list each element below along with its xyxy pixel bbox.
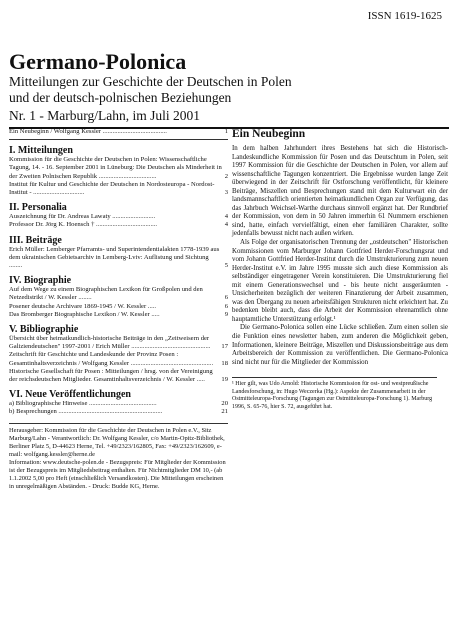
toc-entry-page: 18 — [221, 359, 228, 367]
toc-entry-title: Erich Müller: Lemberger Pfarramts- und Superintendentialakten 1778-1939 aus dem ukrainischen Gebietsarchiv in Lemberg-Lviv: Auflistung und Sichtung ........ — [9, 245, 220, 270]
article-heading: Ein Neubeginn — [232, 128, 306, 140]
article-paragraph: Als Folge der organisatorischen Trennung der „ostdeutschen" Historischen Kommissionen vom Marburger Johann Gottfried Herder-Forschungsrat und vom Johann Gottfried Herder-Institut durch die Umstrukturierung zum neuen Herder-Institut e.V. im Jahre 1995 musste sich auch diese Kommission als selbständiger eingetragener Verein konstituieren. Die Umstrukturierung fiel mit einem Generationswechsel und - bis heute nicht ausgeräumten - Unsicherheiten bezüglich der weiteren Finanzierung der Arbeit zusammen, was den Übergang zu neuen arbeitsfähigen Strukturen nicht erleichtert hat. Zu bedenken bleibt auch, dass die Arbeit der Kommission ehrenamtlich ohne hauptamtliche Unterstützung erfolgt.¹ — [232, 239, 448, 323]
toc-entry-title: Posener deutsche Archivare 1869-1945 / W. Kessler ..... — [9, 302, 157, 310]
toc-entry-page: 6 — [224, 294, 228, 302]
toc-entry-page: 6 — [224, 302, 228, 310]
toc-entry-title: Institut für Kultur und Geschichte der Deutschen in Nordosteuropa - Nordost-Institut - ............................... — [9, 180, 215, 197]
toc-section-heading: III. Beiträge — [9, 234, 62, 246]
toc-entry-title: b) Besprechungen ............................................................... — [9, 408, 163, 416]
toc-entry — [9, 408, 228, 416]
article-paragraph: In dem halben Jahrhundert ihres Bestehens hat sich die Historisch-Landeskundliche Kommission für Posen und das Deutschtum in Polen, seit 1997 Kommission für die Geschichte der Deutschen in Polen, vor allem auf wissenschaftliche Tagungen konzentriert. Die Ergebnisse wurden lange Zeit überwiegend in der Zeitschrift für Ostforschung veröffentlicht, für kleinere Beiträge, Miszellen und Besprechungen stand mit dem Kulturwart ein der landsmannschaftlich orientierten heimatkundlichen Organ zur Verfügung, das das Jahrbuch Weichsel-Warthe durchaus sinnvoll ergänzt hat. Der Rundbrief der Kommission, von dem in 50 Jahren immerhin 61 Nummern erschienen sind, hatte, einfach vervielfältigt, einen eher familiären Charakter, sollte jedenfalls bewusst nicht nach außen wirken. — [232, 145, 448, 238]
publication-subtitle-line-1: Mitteilungen zur Geschichte der Deutschen in Polen — [9, 74, 292, 89]
toc-entry-page: 4 — [224, 221, 228, 229]
toc-entry — [9, 181, 228, 197]
toc-entry-title: Das Bromberger Biographische Lexikon / W. Kessler ..... — [9, 310, 160, 318]
toc-entry — [9, 221, 228, 229]
toc-entry — [9, 303, 228, 311]
toc-entry-page: 9 — [224, 310, 228, 318]
issn-number: ISSN 1619-1625 — [367, 10, 442, 22]
toc-entry — [9, 246, 228, 271]
toc-section-heading: VI. Neue Veröffentlichungen — [9, 389, 131, 401]
toc-entry-page: 20 — [221, 400, 228, 408]
toc-entry — [9, 368, 228, 384]
table-of-contents — [9, 124, 228, 491]
toc-entry-title: Zeitschrift für Geschichte und Landeskunde der Provinz Posen : Gesamtinhaltsverzeichnis / Wolfgang Kessler .................................................. — [9, 351, 214, 367]
toc-entry — [9, 124, 228, 140]
toc-entry-title: Kommission für die Geschichte der Deutschen in Polen: Wissenschaftliche Tagung, 14. - 16. September 2001 in Lüneburg: Die Deutschen als Minderheit in der Zweiten Polnischen Republik ................................... — [9, 156, 222, 180]
toc-entry-title: Historische Gesellschaft für Posen : Mitteilungen / hrsg. von der Vereinigung der reichsdeutschen Mitglieder. Gesamtinhaltsverzeichnis / W. Kessler ..... — [9, 367, 213, 384]
toc-entry-page: 5 — [224, 262, 228, 270]
toc-entry-page: 3 — [224, 189, 228, 197]
impressum-box — [9, 423, 228, 491]
toc-section-heading: II. Personalia — [9, 202, 67, 214]
toc-entry-page: 17 — [221, 343, 228, 351]
toc-entry-page: 4 — [224, 213, 228, 221]
toc-entry — [9, 213, 228, 221]
publication-title: Germano-Polonica — [9, 49, 187, 74]
toc-entry — [9, 311, 228, 319]
toc-entry-title: Auszeichnung für Dr. Andreas Lawaty .......................... — [9, 213, 156, 221]
toc-entry-page: 1 — [224, 128, 228, 135]
toc-entry — [9, 156, 228, 181]
toc-entry-title: Professor Dr. Jörg K. Hoensch † ..................................... — [9, 221, 158, 229]
issue-line: Nr. 1 - Marburg/Lahn, im Juli 2001 — [9, 108, 200, 123]
toc-entry — [9, 335, 228, 351]
toc-entry-title: Auf dem Wege zu einem Biographischen Lexikon für Großpolen und den Netzedistrikt / W. Kessler ........ — [9, 286, 203, 302]
toc-entry — [9, 400, 228, 408]
toc-entry-title: Ein Neubeginn / Wolfgang Kessler ....................................... — [9, 128, 167, 135]
toc-entry-title: Übersicht über heimatkundlich-historische Beiträge in den „Zeitweisern der Galiziendeutschen" 1997-2001 / Erich Müller ................................................ — [9, 335, 211, 351]
publication-subtitle-line-2: und der deutsch-polnischen Beziehungen — [9, 90, 232, 105]
article-column — [232, 128, 448, 412]
toc-entry-title: a) Bibliographische Hinweise ......................................... — [9, 400, 157, 408]
toc-entry — [9, 351, 228, 367]
masthead — [9, 50, 449, 129]
toc-section-heading: I. Mitteilungen — [9, 145, 73, 157]
impressum-information: Information: www.deutsche-polen.de - Bezugspreis: Für Mitglieder der Kommission ist der Bezugspreis im Mitgliedsbeitrag enthalten. Für Nichtmitglieder DM 10,- (ab 1.1.2002 5,00 pro Heft (einschließlich Versandkosten). Die Mitteilungen erscheinen in unregelmäßigen Abständen. - Druck: Budde KG, Herne. — [9, 458, 226, 490]
toc-entry-page: 21 — [221, 408, 228, 416]
toc-section-heading: IV. Biographie — [9, 275, 72, 287]
footnote: ¹ Hier gilt, was Udo Arnold: Historische Kommission für ost- und westpreußische Landesforschung, in: Hugo Weczerka (Hg.): Aspekte der Zusammenarbeit in der Ostmitteleuropa-Forschung (Tagungen zur Ostmitteleuropa-Forschung 1). Marburg 1996, S. 65-76, hier S. 72, ausgeführt hat. — [232, 377, 437, 411]
toc-entry-page: 2 — [224, 172, 228, 180]
impressum-publisher: Herausgeber: Kommission für die Geschichte der Deutschen in Polen e.V., Sitz Marburg/Lahn - Verantwortlich: Dr. Wolfgang Kessler, c/o Martin-Opitz-Bibliothek, Berliner Platz 5, D-44623 Herne, Tel. +49/2323/162805, Fax: +49/2323/162609, e-mail: wolfgang.kessler@herne.de — [9, 426, 225, 458]
toc-entry — [9, 286, 228, 302]
toc-section-heading: V. Bibliographie — [9, 324, 79, 336]
article-paragraph: Die Germano-Polonica sollen eine Lücke schließen. Zum einen sollen sie die Funktion eines newsletter haben, zum anderen die Möglichkeit geben, Informationen, kleinere Beiträge, Miszellen und Diskussionsbeiträge aus dem Arbeitsbereich der Kommission zu veröffentlichen. Die Germano-Polonica sind nicht nur für die Mitglieder der Kommission — [232, 324, 448, 366]
toc-entry-page: 19 — [221, 376, 228, 384]
